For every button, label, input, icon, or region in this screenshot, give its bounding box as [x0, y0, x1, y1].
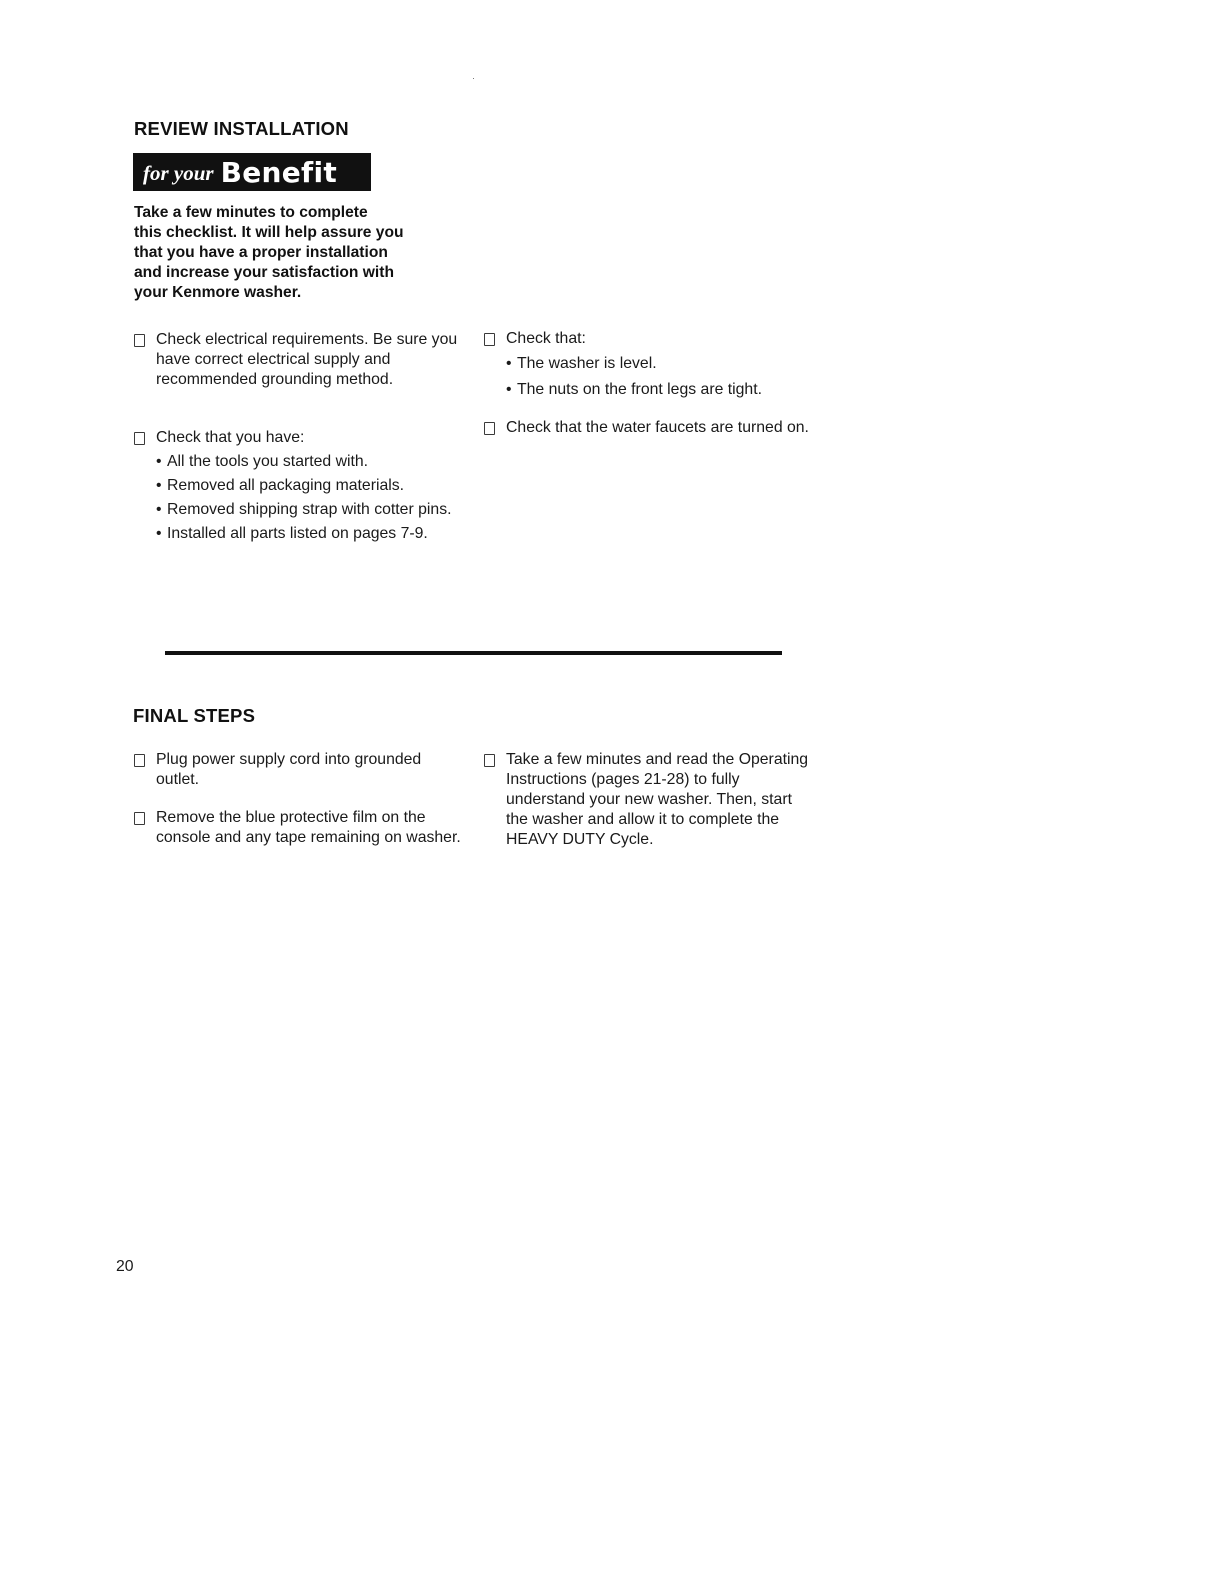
intro-line: this checklist. It will help assure you	[134, 224, 404, 241]
checklist-item-text: Remove the blue protective film on the console and any tape remaining on washer.	[156, 809, 461, 846]
checklist-item-remove-film	[134, 808, 474, 848]
intro-line: your Kenmore washer.	[134, 284, 302, 301]
checklist-item-check-that-you-have	[134, 428, 464, 548]
bullet-item: • The washer is level.	[506, 354, 814, 374]
checklist-item-text: Check that the water faucets are turned on.	[506, 419, 809, 436]
bullet-list	[506, 354, 814, 400]
section-title-review-installation: REVIEW INSTALLATION	[134, 118, 349, 139]
checkbox-icon[interactable]	[134, 432, 145, 445]
page-number: 20	[116, 1258, 134, 1275]
checklist-item-text: Plug power supply cord into grounded outlet.	[156, 751, 422, 788]
checkbox-icon[interactable]	[484, 333, 495, 346]
checkbox-icon[interactable]	[134, 334, 145, 347]
intro-line: and increase your satisfaction with	[134, 264, 394, 281]
checklist-item-text: Check that you have:	[156, 429, 305, 446]
checkbox-icon[interactable]	[484, 754, 495, 767]
bullet-item: • Removed all packaging materials.	[156, 476, 464, 496]
for-your-benefit-banner	[133, 153, 371, 191]
intro-line: Take a few minutes to complete	[134, 204, 368, 221]
checklist-item-electrical	[134, 330, 464, 390]
checklist-item-check-that	[484, 329, 814, 404]
checklist-item-plug-cord	[134, 750, 464, 790]
banner-small-text: for your	[143, 160, 214, 185]
bullet-item: • The nuts on the front legs are tight.	[506, 380, 814, 400]
checkbox-icon[interactable]	[134, 754, 145, 767]
bullet-item: • Removed shipping strap with cotter pins.	[156, 500, 452, 520]
banner-big-text: Benefit	[220, 155, 338, 189]
section-divider	[165, 651, 782, 655]
bullet-list	[156, 452, 464, 544]
checklist-item-text: Check electrical requirements. Be sure you have correct electrical supply and recommended grounding method.	[156, 331, 458, 388]
intro-paragraph	[134, 203, 464, 303]
intro-line: that you have a proper installation	[134, 244, 388, 261]
bullet-item: • Installed all parts listed on pages 7-9.	[156, 524, 437, 544]
checkbox-icon[interactable]	[134, 812, 145, 825]
section-title-final-steps: FINAL STEPS	[133, 705, 256, 726]
checklist-item-text: Take a few minutes and read the Operating Instructions (pages 21-28) to fully understand your new washer. Then, start the washer and allow it to complete the HEAVY DUTY Cycle.	[506, 751, 809, 848]
checkbox-icon[interactable]	[484, 422, 495, 435]
bullet-item: • All the tools you started with.	[156, 452, 464, 472]
checklist-item-faucets	[484, 418, 814, 438]
stray-mark	[473, 78, 474, 79]
checklist-item-read-instructions	[484, 750, 814, 850]
checklist-item-text: Check that:	[506, 330, 586, 347]
